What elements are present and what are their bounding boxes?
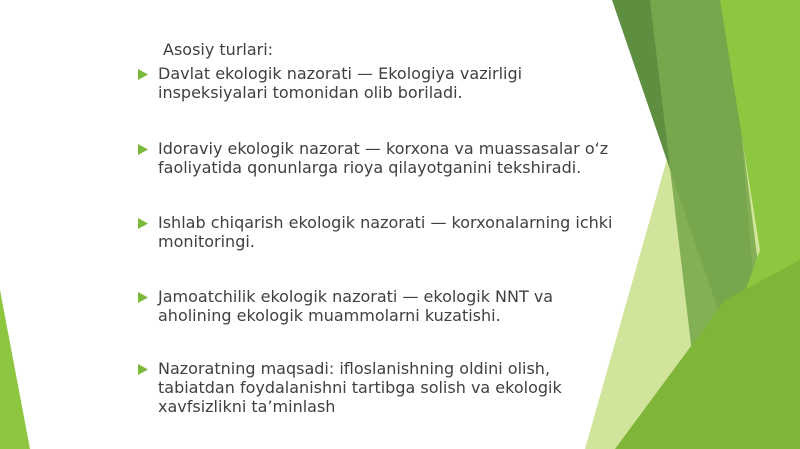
triangle-right-icon [138, 218, 148, 229]
deco-shape-left [0, 290, 30, 449]
triangle-right-icon [138, 364, 148, 375]
bullet-text: Davlat ekologik nazorati — Ekologiya vazirligi inspeksiyalari tomonidan olib boriladi. [158, 64, 523, 102]
bullet-text: Nazoratning maqsadi: ifloslanishning oldini olish, tabiatdan foydalanishni tartibga solish va ekologik xavfsizlikni ta’minlash [158, 359, 562, 416]
triangle-right-icon [138, 69, 148, 80]
bullet-text: Idoraviy ekologik nazorat — korxona va muassasalar o‘z faoliyatida qonunlarga rioya qilayotganini tekshiradi. [158, 139, 609, 177]
bullet-text: Ishlab chiqarish ekologik nazorati — korxonalarning ichki monitoringi. [158, 213, 613, 251]
slide-heading: Asosiy turlari: [163, 40, 274, 59]
bullet-text: Jamoatchilik ekologik nazorati — ekologik NNT va aholining ekologik muammolarni kuzatishi. [158, 287, 554, 325]
triangle-right-icon [138, 144, 148, 155]
triangle-right-icon [138, 292, 148, 303]
